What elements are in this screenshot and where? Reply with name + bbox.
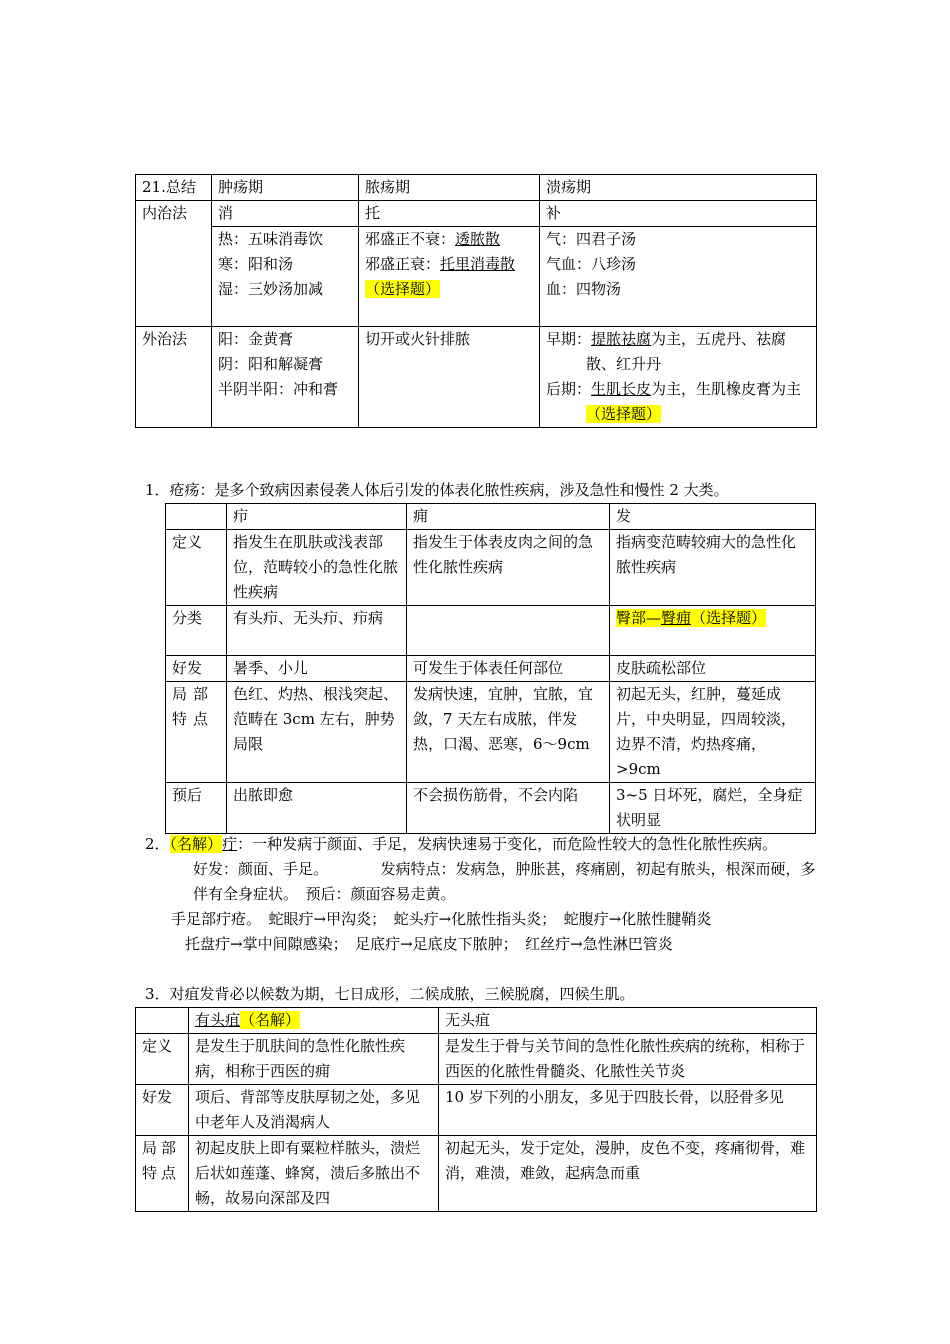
summary-table — [135, 174, 817, 428]
table-cell: 指发生在肌肤或浅表部位，范畴较小的急性化脓性疾病 — [227, 530, 407, 606]
underlined-term: 提脓祛腐 — [591, 330, 652, 348]
underlined-term: 生肌长皮 — [591, 380, 652, 398]
table-cell: 切开或火针排脓 — [359, 327, 540, 428]
table-cell: 不会损伤筋骨，不会内陷 — [407, 783, 610, 834]
table-cell: 项后、背部等皮肤厚韧之处，多见中老年人及消渴病人 — [189, 1085, 439, 1136]
table-cell — [540, 327, 817, 428]
cell-text: 为主，生肌橡皮膏为主 — [651, 380, 802, 398]
table-cell: 指发生于体表皮肉之间的急性化脓性疾病 — [407, 530, 610, 606]
term: 有头疽 — [195, 1011, 241, 1029]
header-cell: 21.总结 — [136, 175, 212, 201]
exam-note-badge: （名解） — [169, 835, 223, 853]
table-cell: 消 — [212, 201, 359, 227]
row-label: 定义 — [136, 1034, 189, 1085]
header-cell: 脓疡期 — [359, 175, 540, 201]
row-label: 内治法 — [136, 201, 212, 327]
table-cell: 发病快速，宜肿，宜脓，宜敛，7 天左右成脓，伴发热，口渴、恶寒，6～9cm — [407, 682, 610, 783]
table-cell — [610, 606, 816, 656]
header-cell: 无头疽 — [439, 1008, 817, 1034]
cell-line: 气：四君子汤 — [546, 230, 637, 248]
cell-text: 早期： — [546, 330, 592, 348]
cell-text: 后期： — [546, 380, 592, 398]
row-label: 外治法 — [136, 327, 212, 428]
header-cell: 溃疡期 — [540, 175, 817, 201]
exam-note-badge: （选择题） — [691, 609, 767, 627]
definition-text: ：一种发病于颜面、手足，发病快速易于变化，而危险性较大的急性化脓性疾病。 — [237, 835, 778, 853]
section-number: 2． — [145, 835, 170, 853]
header-cell: 发 — [610, 504, 816, 530]
row-label: 预后 — [166, 783, 227, 834]
row-label: 局部特点 — [166, 682, 227, 783]
cell-text: 邪盛正衰： — [365, 255, 441, 273]
table-cell: 色红、灼热、根浅突起、范畴在 3cm 左右，肿势局限 — [227, 682, 407, 783]
exam-note-badge: （选择题） — [586, 405, 662, 423]
row-label: 好发 — [136, 1085, 189, 1136]
cell-text: 臀部— — [616, 609, 662, 627]
row-label: 好发 — [166, 656, 227, 682]
cell-line: 寒：阳和汤 — [218, 255, 294, 273]
header-cell: 痈 — [407, 504, 610, 530]
formula-name: 透脓散 — [455, 230, 501, 248]
carbuncle-table — [135, 1007, 817, 1212]
exam-note-badge: （选择题） — [365, 280, 441, 298]
table-cell — [212, 227, 359, 327]
table-cell: 是发生于肌肤间的急性化脓性疾病，相称于西医的痈 — [189, 1034, 439, 1085]
section-heading: 3．对疽发背必以候数为期，七日成形，二候成脓，三候脱腐，四候生肌。 — [145, 985, 635, 1003]
cell-line: 气血：八珍汤 — [546, 255, 637, 273]
cell-line: 半阴半阳：冲和膏 — [218, 380, 339, 398]
table-cell: 出脓即愈 — [227, 783, 407, 834]
row-label: 定义 — [166, 530, 227, 606]
cell-line: 热：五味消毒饮 — [218, 230, 324, 248]
table-cell: 10 岁下列的小朋友，多见于四肢长骨，以胫骨多见 — [439, 1085, 817, 1136]
table-cell: 初起皮肤上即有粟粒样脓头，溃烂后状如莲蓬、蜂窝，溃后多脓出不畅，故易向深部及四 — [189, 1136, 439, 1212]
table-cell — [359, 227, 540, 327]
table-cell: 是发生于骨与关节间的急性化脓性疾病的统称，相称于西医的化脓性骨髓炎、化脓性关节炎 — [439, 1034, 817, 1085]
cell-line: 阳：金黄膏 — [218, 330, 294, 348]
sore-types-table — [165, 503, 816, 834]
table-cell: 3~5 日坏死，腐烂，全身症状明显 — [610, 783, 816, 834]
cell-text: 邪盛正不衰： — [365, 230, 456, 248]
term: 疔 — [222, 835, 238, 853]
paragraph: 好发：颜面、手足。 发病特点：发病急，肿胀甚，疼痛剧，初起有脓头，根深而硬，多伴有全身症状。 预后：颜面容易走黄。 — [193, 860, 816, 903]
section-2 — [145, 832, 817, 957]
paragraph: 托盘疔→掌中间隙感染； 足底疔→足底皮下脓肿； 红丝疔→急性淋巴管炎 — [185, 935, 673, 953]
cell-line: 湿：三妙汤加减 — [218, 280, 324, 298]
table-cell — [540, 227, 817, 327]
table-cell — [407, 606, 610, 656]
row-label: 局部特点 — [136, 1136, 189, 1212]
table-cell: 初起无头，发于定处，漫肿，皮色不变，疼痛彻骨，难消，难溃，难敛，起病急而重 — [439, 1136, 817, 1212]
table-cell: 托 — [359, 201, 540, 227]
table-cell: 初起无头，红肿，蔓延成片，中央明显，四周较淡，边界不清，灼热疼痛，>9cm — [610, 682, 816, 783]
paragraph: 手足部疔疮。 蛇眼疔→甲沟炎； 蛇头疔→化脓性指头炎； 蛇腹疔→化脓性腱鞘炎 — [171, 910, 712, 928]
formula-name: 托里消毒散 — [440, 255, 516, 273]
table-cell — [212, 327, 359, 428]
header-cell — [166, 504, 227, 530]
table-cell: 指病变范畴较痈大的急性化脓性疾病 — [610, 530, 816, 606]
cell-text: 为主，五虎丹、祛腐散、红升丹 — [586, 330, 787, 373]
table-cell: 补 — [540, 201, 817, 227]
cell-line: 阴：阳和解凝膏 — [218, 355, 324, 373]
underlined-term: 臀痈 — [661, 609, 692, 627]
section-heading: 1．疮疡：是多个致病因素侵袭人体后引发的体表化脓性疾病，涉及急性和慢性 2 大类。 — [145, 481, 729, 499]
header-cell — [189, 1008, 439, 1034]
exam-note-badge: （名解） — [240, 1011, 301, 1029]
cell-line: 血：四物汤 — [546, 280, 622, 298]
table-cell: 可发生于体表任何部位 — [407, 656, 610, 682]
table-cell: 皮肤疏松部位 — [610, 656, 816, 682]
header-cell: 肿疡期 — [212, 175, 359, 201]
header-cell — [136, 1008, 189, 1034]
header-cell: 疖 — [227, 504, 407, 530]
table-cell: 有头疖、无头疖、疖病 — [227, 606, 407, 656]
row-label: 分类 — [166, 606, 227, 656]
table-cell: 暑季、小儿 — [227, 656, 407, 682]
